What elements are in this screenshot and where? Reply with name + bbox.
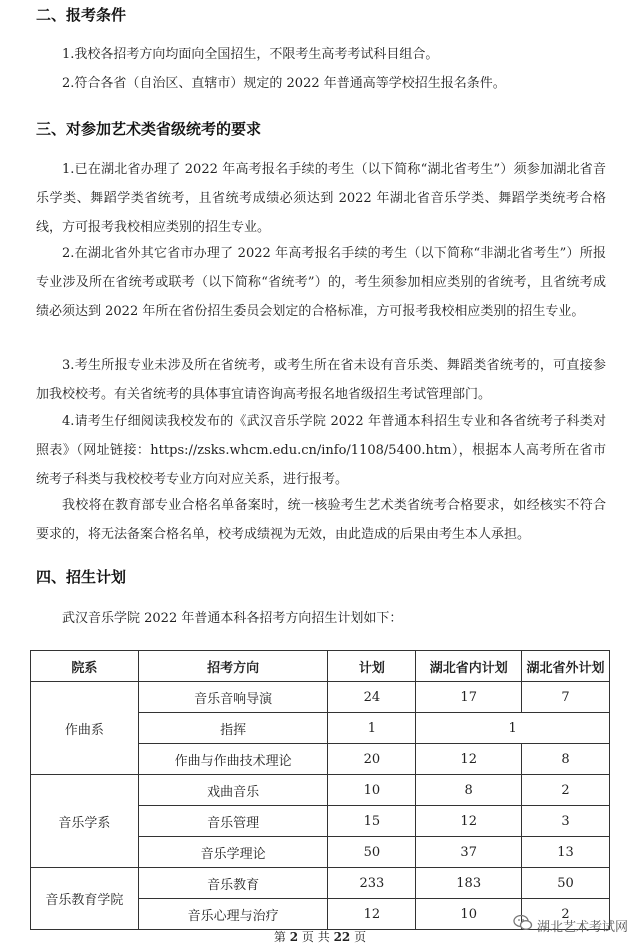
direction-cell: 音乐学理论 <box>138 837 328 868</box>
exam-rule-3: 3.考生所报专业未涉及所在省统考，或考生所在省未设有音乐类、舞蹈类省统考的，可直接参加我校校考。有关省统考的具体事宜请咨询高考报名地省级招生考试管理部门。 <box>36 358 606 402</box>
direction-cell: 音乐音响导演 <box>138 682 328 713</box>
plan-cell: 24 <box>328 682 416 713</box>
table-row <box>31 868 610 899</box>
wechat-icon <box>513 914 533 936</box>
plan-cell: 1 <box>328 713 416 744</box>
in-province-cell: 12 <box>416 744 522 775</box>
footer-suffix: 页 <box>354 930 367 944</box>
header-plan: 计划 <box>328 651 416 682</box>
header-hubei-out: 湖北省外计划 <box>522 651 610 682</box>
in-province-cell: 183 <box>416 868 522 899</box>
in-province-cell: 12 <box>416 806 522 837</box>
section-heading-3: 三、对参加艺术类省级统考的要求 <box>36 120 262 138</box>
exam-rule-1: 1.已在湖北省办理了 2022 年高考报名手续的考生（以下简称“湖北省考生”）须参加湖北省音乐学类、舞蹈学类省统考，且省统考成绩必须达到 2022 年湖北省音乐学类、舞蹈学类统考合格线，方可报考我校相应类别的招生专业。 <box>36 162 606 235</box>
footer-prefix: 第 <box>273 930 286 944</box>
direction-cell: 戏曲音乐 <box>138 775 328 806</box>
header-hubei-in: 湖北省内计划 <box>416 651 522 682</box>
page-number: 2 <box>289 930 299 944</box>
watermark <box>513 914 628 936</box>
in-province-cell: 10 <box>416 899 522 930</box>
exam-rule-2: 2.在湖北省外其它省市办理了 2022 年高考报名手续的考生（以下简称“非湖北省考生”）所报专业涉及所在省统考或联考（以下简称“省统考”）的，考生须参加相应类别的省统考，且省统考成绩必须达到 2022 年所在省份招生委员会划定的合格标准，方可报考我校相应类别的招生专业。 <box>36 246 606 319</box>
table-row <box>31 682 610 713</box>
page-total: 22 <box>333 930 351 944</box>
in-province-cell: 8 <box>416 775 522 806</box>
exam-rule-4: 4.请考生仔细阅读我校发布的《武汉音乐学院 2022 年普通本科招生专业和各省统考子科类对照表》（网址链接：https://zsks.whcm.edu.cn/info/1108/5400.htm），根据本人高考所在省市统考子科类与我校校考专业方向对应关系，进行报考。 <box>36 414 606 487</box>
requirement-item-1: 1.我校各招考方向均面向全国招生，不限考生高考考试科目组合。 <box>62 47 439 62</box>
plan-cell: 233 <box>328 868 416 899</box>
plan-intro: 武汉音乐学院 2022 年普通本科各招考方向招生计划如下： <box>62 611 403 626</box>
enrollment-plan-table <box>30 650 610 930</box>
direction-cell: 音乐教育 <box>138 868 328 899</box>
out-province-cell: 13 <box>522 837 610 868</box>
footer-middle: 页 共 <box>301 930 330 944</box>
out-province-cell: 8 <box>522 744 610 775</box>
dept-cell: 音乐学系 <box>31 775 139 868</box>
out-province-cell: 7 <box>522 682 610 713</box>
out-province-cell: 2 <box>522 899 610 930</box>
dept-cell: 音乐教育学院 <box>31 868 139 930</box>
table-header-row <box>31 651 610 682</box>
dept-cell: 作曲系 <box>31 682 139 775</box>
out-province-cell: 3 <box>522 806 610 837</box>
watermark-text: 湖北艺术考试网 <box>536 919 628 935</box>
plan-cell: 12 <box>328 899 416 930</box>
table-row <box>31 775 610 806</box>
direction-cell: 作曲与作曲技术理论 <box>138 744 328 775</box>
out-province-cell: 2 <box>522 775 610 806</box>
plan-cell: 10 <box>328 775 416 806</box>
header-direction: 招考方向 <box>138 651 328 682</box>
direction-cell: 音乐心理与治疗 <box>138 899 328 930</box>
direction-cell: 指挥 <box>138 713 328 744</box>
merged-quota-cell: 1 <box>416 713 610 744</box>
section-heading-2: 二、报考条件 <box>36 6 127 24</box>
in-province-cell: 37 <box>416 837 522 868</box>
out-province-cell: 50 <box>522 868 610 899</box>
direction-cell: 音乐管理 <box>138 806 328 837</box>
exam-notice: 我校将在教育部专业合格名单备案时，统一核验考生艺术类省统考合格要求，如经核实不符合要求的，将无法备案合格名单，校考成绩视为无效，由此造成的后果由考生本人承担。 <box>36 498 606 542</box>
in-province-cell: 17 <box>416 682 522 713</box>
plan-cell: 50 <box>328 837 416 868</box>
header-dept: 院系 <box>31 651 139 682</box>
section-heading-4: 四、招生计划 <box>36 568 127 586</box>
plan-cell: 15 <box>328 806 416 837</box>
requirement-item-2: 2.符合各省（自治区、直辖市）规定的 2022 年普通高等学校招生报名条件。 <box>62 76 506 91</box>
plan-cell: 20 <box>328 744 416 775</box>
